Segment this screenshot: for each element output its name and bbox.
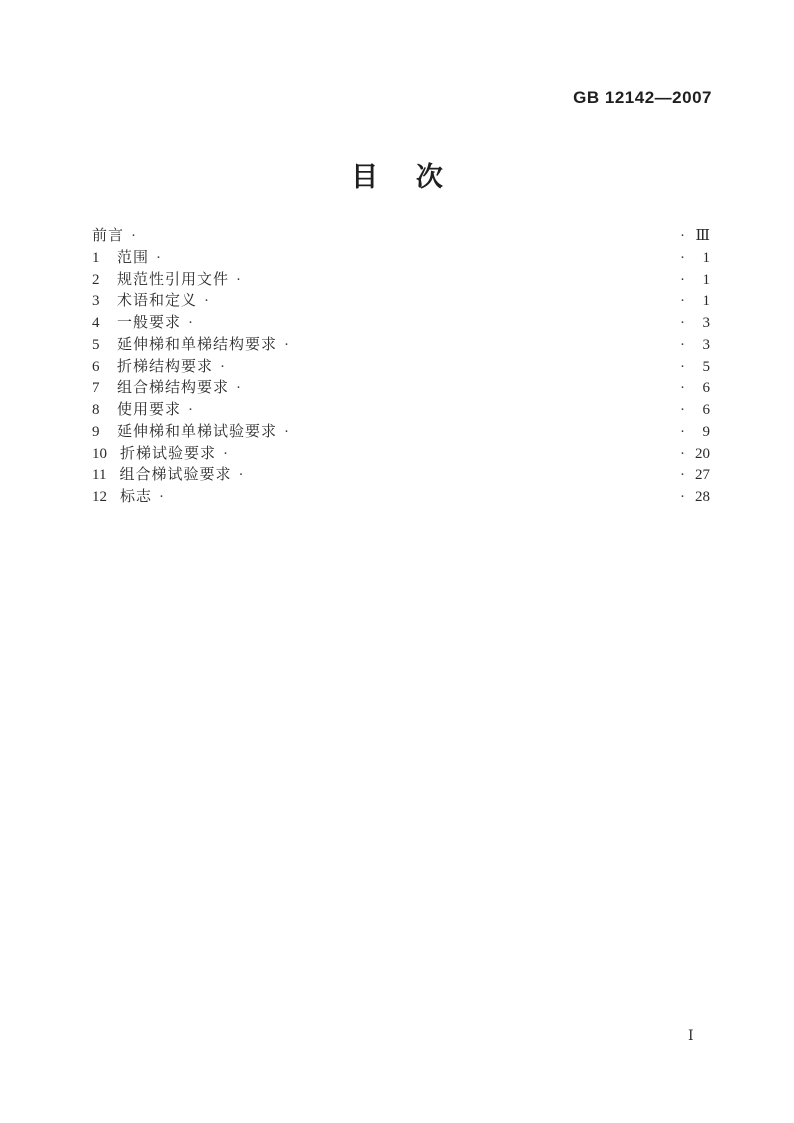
toc-entry-number: 1	[92, 249, 100, 266]
toc-entry-label: 规范性引用文件	[117, 271, 230, 288]
toc-entry-page: 27	[695, 467, 710, 484]
toc-entry-page: 3	[702, 336, 710, 353]
toc-page-dot: ·	[680, 249, 685, 266]
toc-entry-label: 折梯试验要求	[120, 445, 217, 462]
toc-entry-number: 3	[92, 293, 100, 310]
toc-page-dot: ·	[680, 228, 685, 244]
toc-entry-label: 组合梯试验要求	[119, 467, 232, 484]
toc-page-dot: ·	[680, 380, 685, 397]
toc-entry	[92, 400, 710, 422]
toc-entry-label: 一般要求	[117, 315, 182, 331]
toc-entry	[92, 444, 710, 466]
toc-leader-dot: ·	[159, 489, 165, 505]
toc-entry	[92, 465, 710, 487]
toc-entry-number: 7	[92, 380, 100, 397]
toc-entry-label: 组合梯结构要求	[117, 380, 230, 397]
standard-number: GB 12142—2007	[573, 88, 712, 107]
toc-leader-dot: ·	[204, 293, 210, 310]
toc-leader-dot: ·	[236, 380, 242, 397]
toc-page-dot: ·	[680, 489, 685, 505]
toc-leader-dot: ·	[156, 249, 162, 266]
toc-entry-page: 6	[702, 380, 710, 397]
toc-page-dot: ·	[680, 293, 685, 310]
toc-leader-dot: ·	[236, 271, 242, 288]
toc-entry-page: 9	[702, 423, 710, 440]
toc-entry-page: 5	[702, 358, 710, 375]
toc-leader-dot: ·	[220, 358, 226, 375]
toc-entry-label: 延伸梯和单梯结构要求	[117, 336, 278, 353]
toc-entry-page: 28	[695, 489, 710, 505]
toc-entry-label: 范围	[117, 249, 150, 266]
toc-entry-number: 4	[92, 315, 100, 331]
toc-entry-page: Ⅲ	[695, 228, 710, 244]
toc-leader-dot: ·	[238, 467, 244, 484]
toc-entry-number: 2	[92, 271, 100, 288]
toc-entry	[92, 291, 710, 313]
toc-page-dot: ·	[680, 271, 685, 288]
toc-entry	[92, 270, 710, 292]
toc-page-dot: ·	[680, 467, 685, 484]
toc-page-dot: ·	[680, 445, 685, 462]
toc-entry-label: 术语和定义	[117, 293, 198, 310]
toc-entry-label: 使用要求	[117, 402, 182, 418]
toc-entry-number: 8	[92, 402, 100, 418]
toc-page-dot: ·	[680, 423, 685, 440]
toc-entry	[92, 226, 710, 248]
toc-page-dot: ·	[680, 336, 685, 353]
toc-leader-dot: ·	[131, 228, 137, 244]
toc-entry	[92, 487, 710, 509]
toc-entry-number: 9	[92, 423, 100, 440]
toc-list	[92, 226, 710, 509]
toc-entry-number: 10	[92, 445, 107, 462]
toc-entry-page: 20	[695, 445, 710, 462]
footer-page-number: Ⅰ	[688, 1029, 694, 1044]
toc-entry-label: 折梯结构要求	[117, 358, 214, 375]
toc-entry-label: 前言	[92, 228, 125, 244]
toc-leader-dot: ·	[284, 336, 290, 353]
toc-leader-dot: ·	[188, 402, 194, 418]
toc-leader-dot: ·	[284, 423, 290, 440]
toc-entry	[92, 335, 710, 357]
toc-leader-dot: ·	[223, 445, 229, 462]
toc-title: 目次	[351, 162, 481, 192]
toc-entry-page: 1	[702, 249, 710, 266]
toc-page-dot: ·	[680, 358, 685, 375]
toc-page-dot: ·	[680, 315, 685, 331]
toc-entry	[92, 248, 710, 270]
toc-entry-page: 3	[702, 315, 710, 331]
toc-entry-number: 12	[92, 489, 107, 505]
toc-entry-page: 6	[702, 402, 710, 418]
toc-page-dot: ·	[680, 402, 685, 418]
toc-entry-number: 11	[92, 467, 107, 484]
toc-entry	[92, 422, 710, 444]
toc-entry-page: 1	[702, 293, 710, 310]
toc-entry-label: 标志	[120, 489, 153, 505]
toc-entry-page: 1	[702, 271, 710, 288]
toc-leader-dot: ·	[188, 315, 194, 331]
toc-entry-number: 5	[92, 336, 100, 353]
toc-entry	[92, 378, 710, 400]
toc-entry-number: 6	[92, 358, 100, 375]
toc-entry-label: 延伸梯和单梯试验要求	[117, 423, 278, 440]
toc-entry	[92, 313, 710, 335]
toc-entry	[92, 357, 710, 379]
